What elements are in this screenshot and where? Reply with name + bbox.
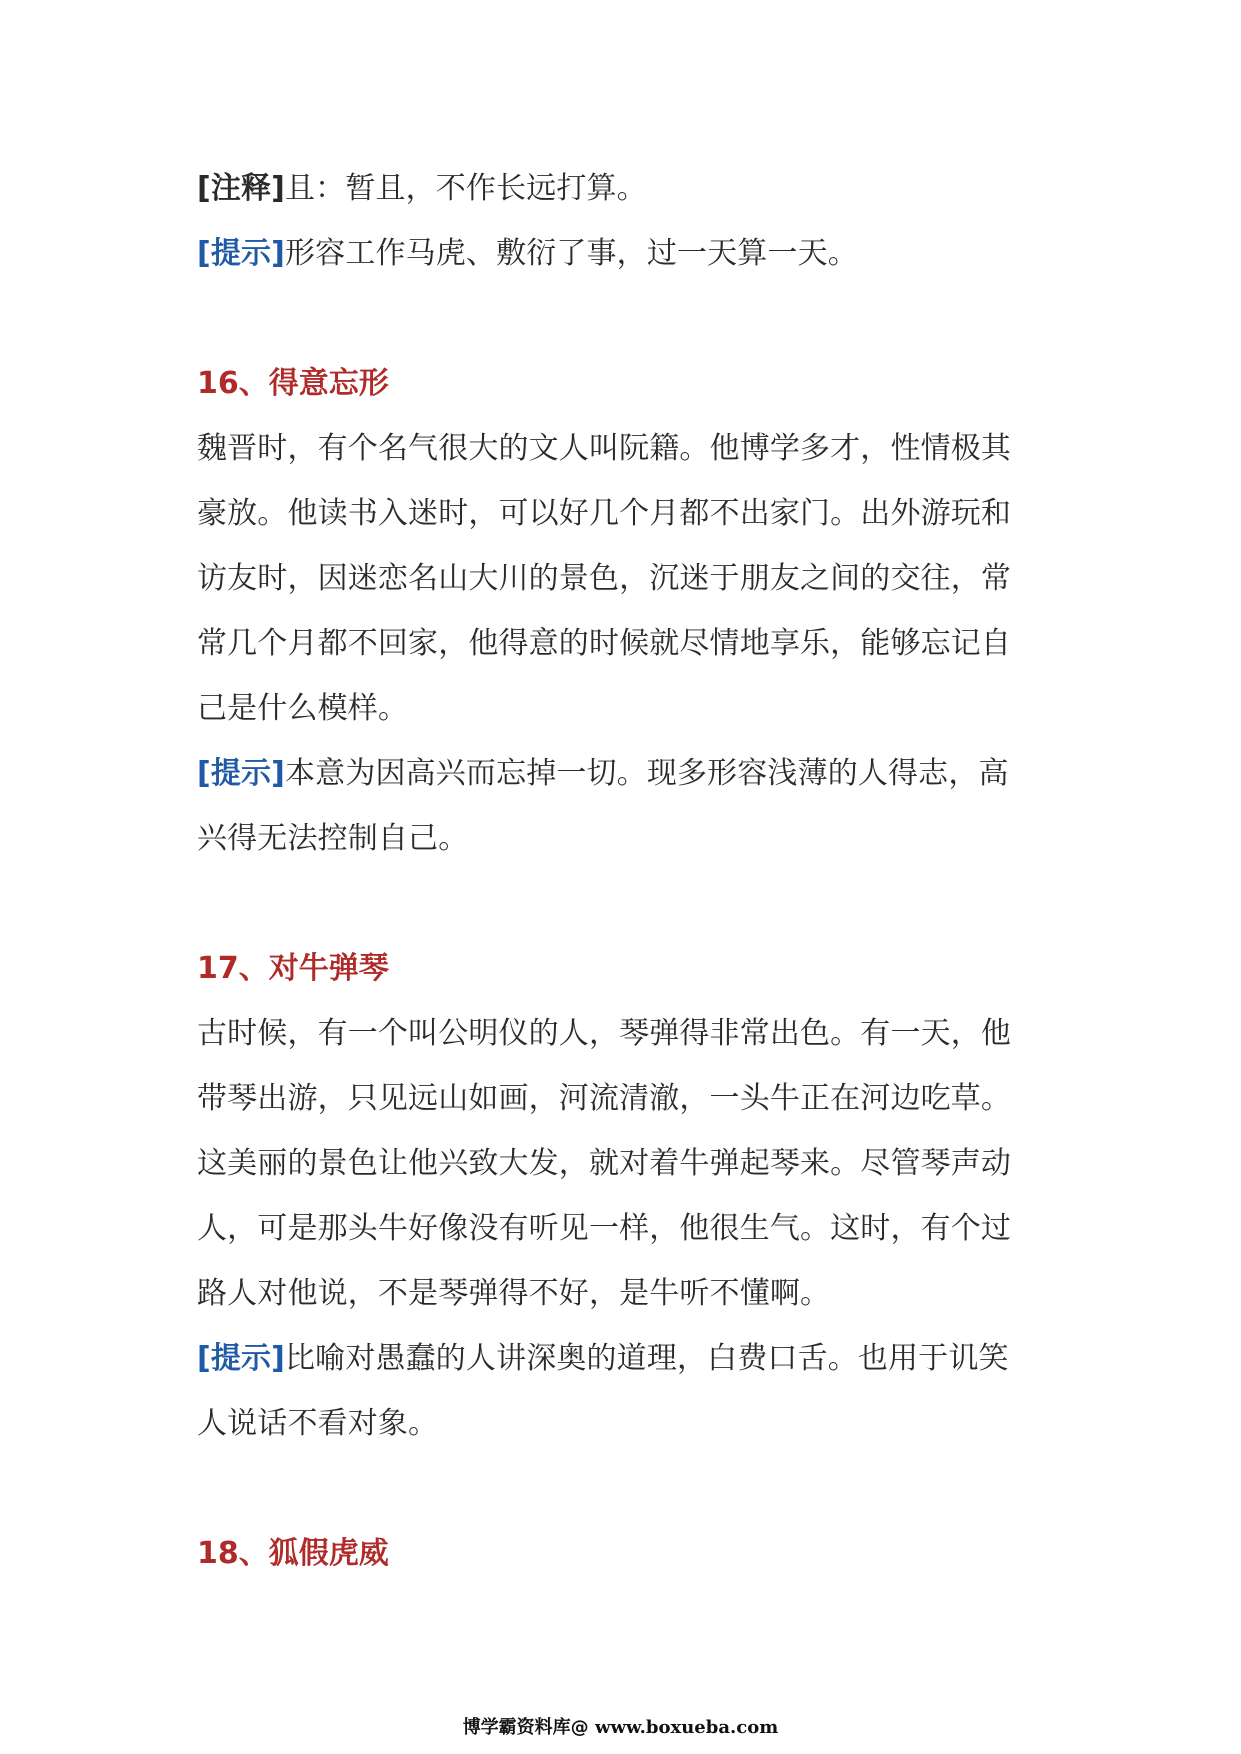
story-line: 路人对他说，不是琴弹得不好，是牛听不懂啊。 [197, 1276, 831, 1311]
hint-tag: [提示] [197, 1341, 286, 1376]
story-line: 带琴出游，只见远山如画，河流清澈，一头牛正在河边吃草。 [197, 1081, 1012, 1116]
hint-line [197, 221, 1047, 286]
hint-text: 比喻对愚蠢的人讲深奥的道理，白费口舌。也用于讥笑 [285, 1341, 1009, 1376]
page-footer [0, 1713, 1241, 1739]
hint-line-continued: 人说话不看对象。 [197, 1406, 439, 1441]
hint-line [197, 741, 1047, 806]
story-line: 古时候，有一个叫公明仪的人，琴弹得非常出色。有一天，他 [197, 1016, 1012, 1051]
note-tag: [注释] [197, 171, 286, 206]
story-line: 豪放。他读书入迷时，可以好几个月都不出家门。出外游玩和 [197, 496, 1012, 531]
story-line: 己是什么模样。 [197, 691, 409, 726]
footer-url: www.boxueba.com [588, 1717, 779, 1738]
note-line [197, 156, 1047, 221]
story-line: 常几个月都不回家，他得意的时候就尽情地享乐，能够忘记自 [197, 626, 1012, 661]
document-page [197, 156, 1047, 1586]
note-text: 且：暂且，不作长远打算。 [285, 171, 647, 206]
spacer [197, 1456, 1047, 1521]
story-line: 人，可是那头牛好像没有听见一样，他很生气。这时，有个过 [197, 1211, 1012, 1246]
hint-line-continued: 兴得无法控制自己。 [197, 821, 469, 856]
section-heading: 18、狐假虎威 [197, 1536, 389, 1571]
hint-line [197, 1326, 1047, 1391]
hint-tag: [提示] [197, 756, 286, 791]
section-heading: 17、对牛弹琴 [197, 951, 389, 986]
story-line: 这美丽的景色让他兴致大发，就对着牛弹起琴来。尽管琴声动 [197, 1146, 1012, 1181]
spacer [197, 871, 1047, 936]
hint-text: 形容工作马虎、敷衍了事，过一天算一天。 [285, 236, 858, 271]
footer-brand: 博学霸资料库@ [462, 1717, 589, 1738]
spacer [197, 286, 1047, 351]
story-line: 访友时，因迷恋名山大川的景色，沉迷于朋友之间的交往，常 [197, 561, 1012, 596]
story-line: 魏晋时，有个名气很大的文人叫阮籍。他博学多才，性情极其 [197, 431, 1012, 466]
section-heading: 16、得意忘形 [197, 366, 389, 401]
hint-tag: [提示] [197, 236, 286, 271]
hint-text: 本意为因高兴而忘掉一切。现多形容浅薄的人得志，高 [285, 756, 1009, 791]
